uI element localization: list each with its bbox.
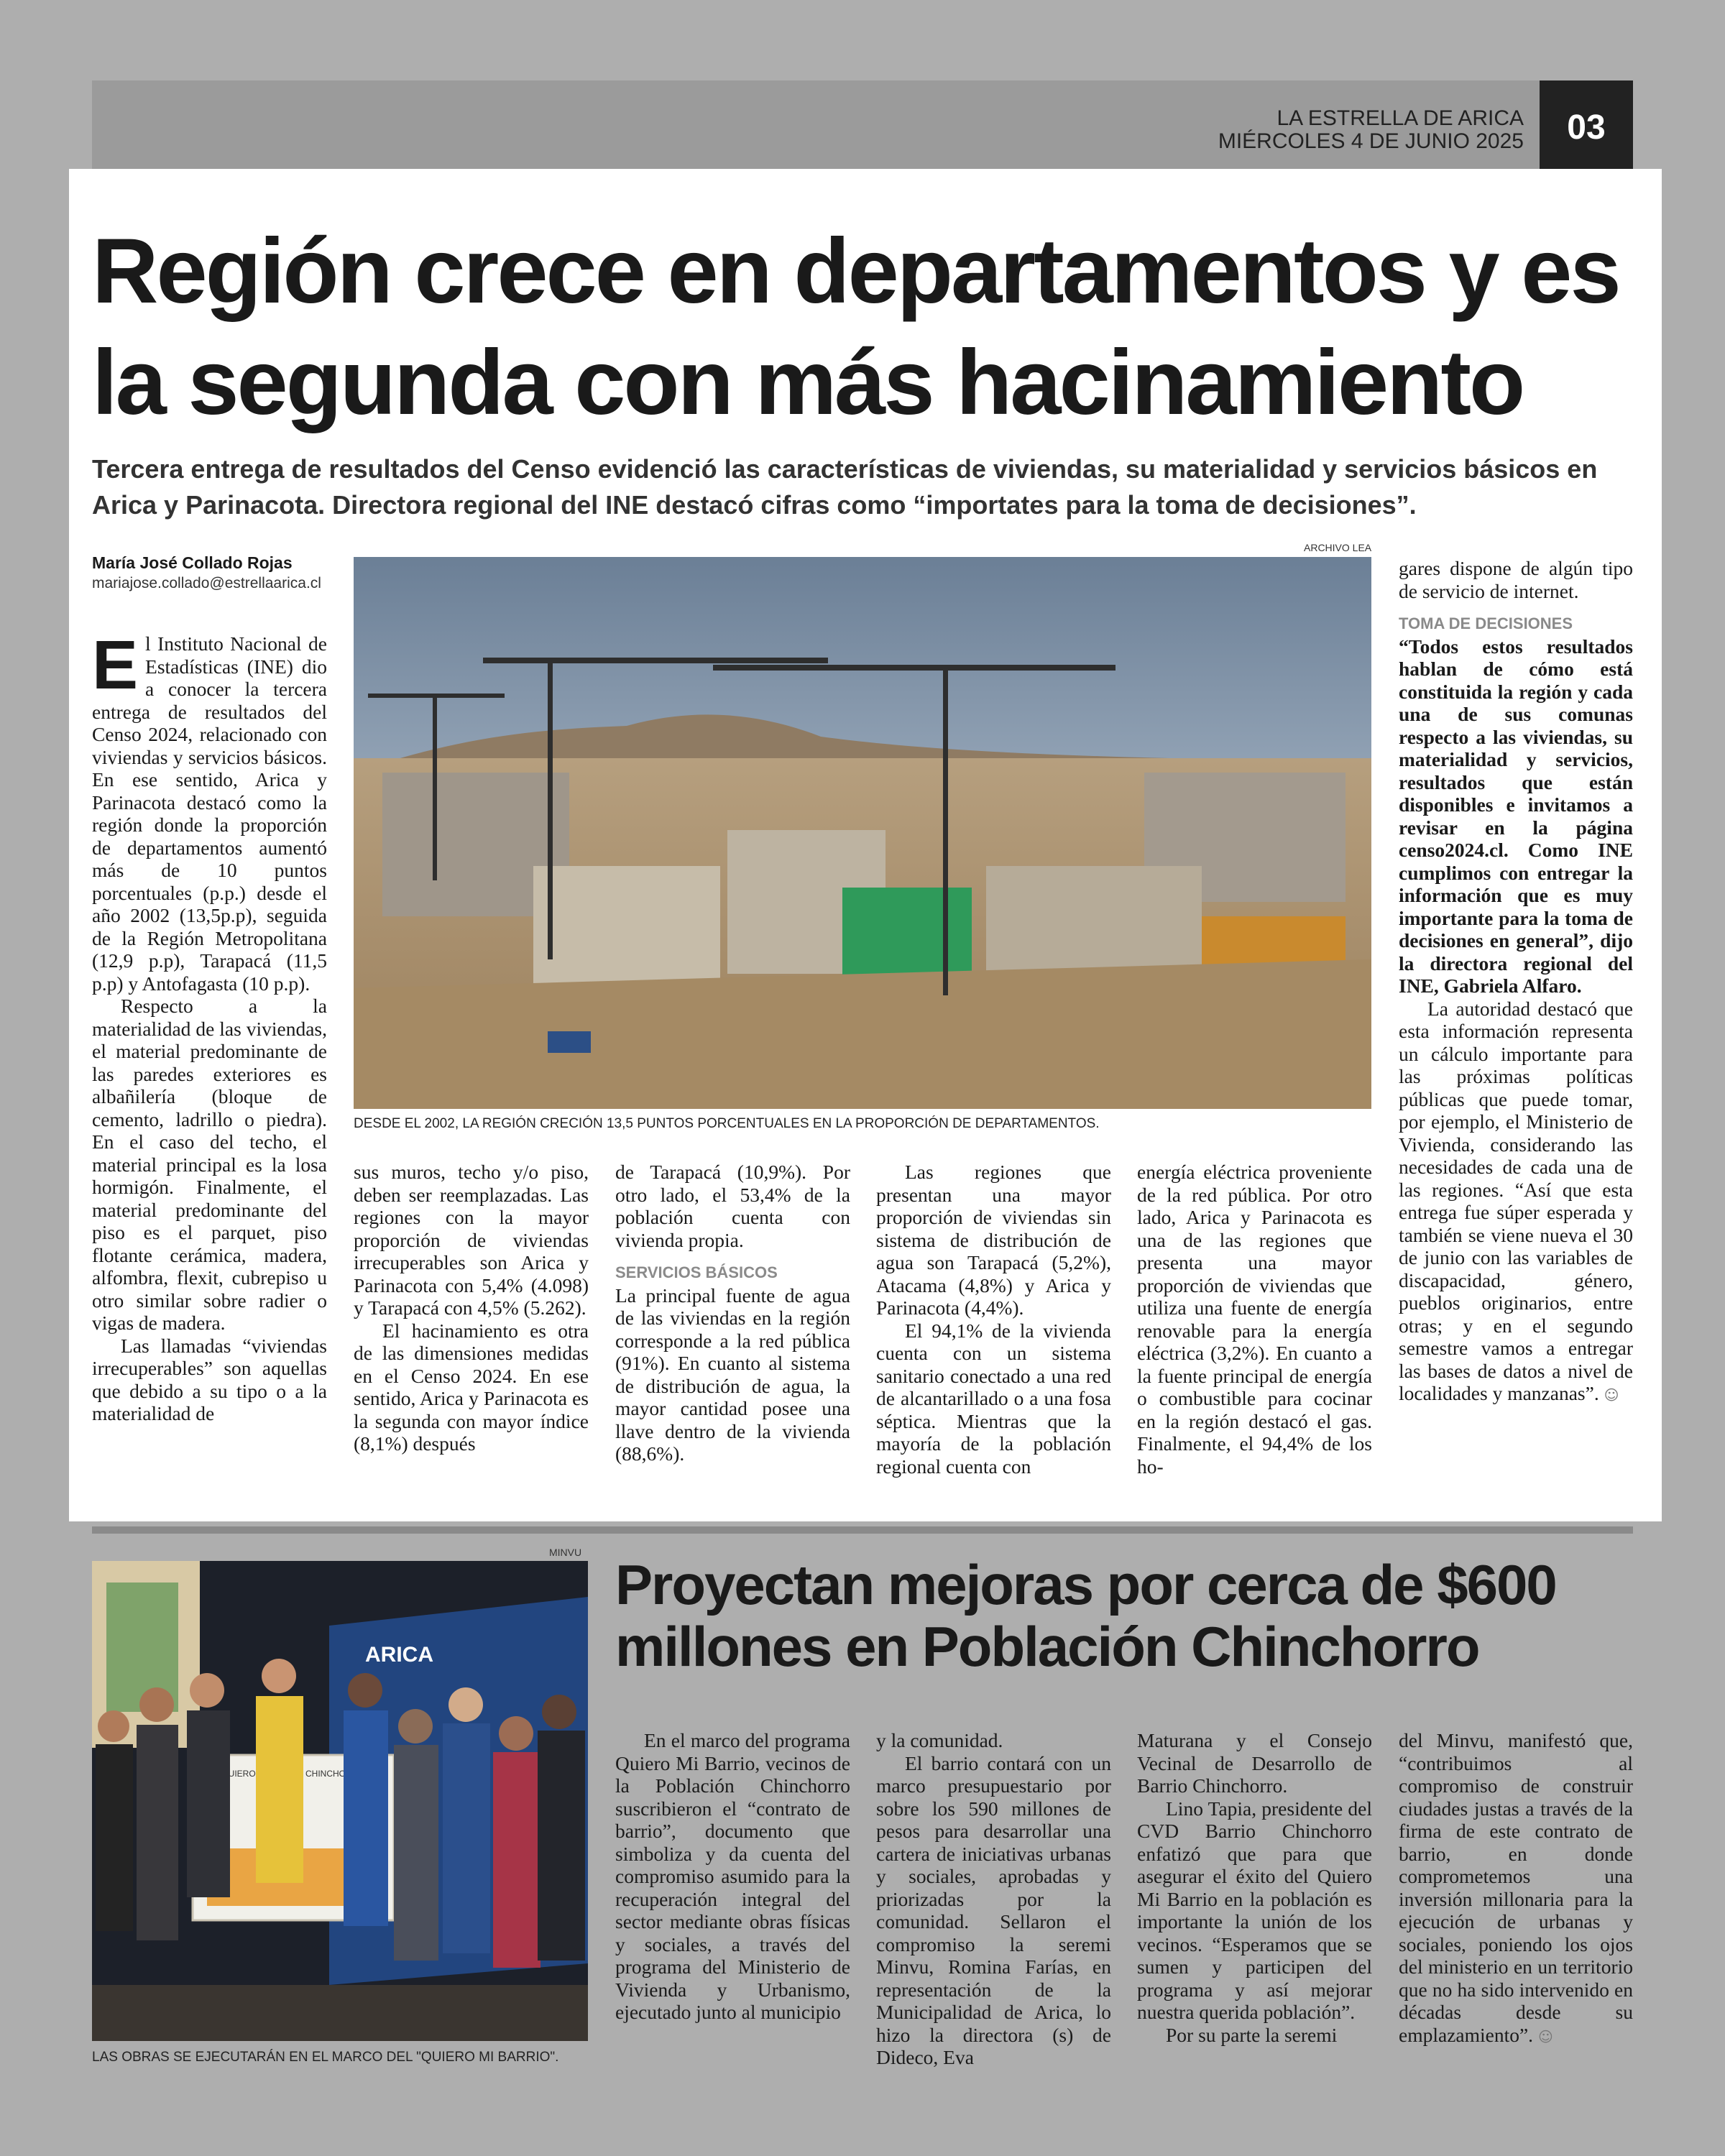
drop-cap: E [92,627,139,704]
paragraph: El 94,1% de la vivienda cuenta con un sistema sanitario conectado a una red de alcantarillado o a una fosa séptica. Mientras que la mayoría de la población regional cuenta con [876,1319,1111,1478]
main-column-1 [92,627,327,1425]
subheading-toma: TOMA DE DECISIONES [1399,614,1573,632]
main-headline: Región crece en departamentos y es la segunda con más hacinamiento [92,220,1619,434]
paragraph: Por su parte la seremi [1166,2023,1338,2046]
end-mark-icon: ☺ [1604,1386,1619,1404]
paragraph: sus muros, techo y/o piso, deben ser reemplazadas. Las regiones con la mayor proporción de viviendas irrecuperables son Arica y Parinacota con 5,4% (4.098) y Tarapacá con 4,5% (5.262). [354,1161,589,1319]
subheading-servicios: SERVICIOS BÁSICOS [615,1263,778,1281]
paragraph: En el marco del programa Quiero Mi Barrio, vecinos de la Población Chinchorro suscribieron el “contrato de barrio”, documento que simboliza y da cuenta del compromiso asumido para la recuperación integral del sector mediante obras físicas y sociales, a través del programa del Ministerio de Vivienda y Urbanismo, ejecutado junto al municipio [615,1729,850,2023]
second-photo-credit: MINVU [549,1547,582,1558]
paragraph: y la comunidad. [876,1729,1003,1751]
paragraph: Maturana y el Consejo Vecinal de Desarrollo de Barrio Chinchorro. [1137,1729,1372,1797]
page-number: 03 [1540,80,1633,174]
paragraph: Las llamadas “viviendas irrecuperables” son aquellas que debido a su tipo o a la materialidad de [92,1334,327,1424]
ceremony-photo [92,1561,588,2041]
photo-credit: ARCHIVO LEA [1304,542,1372,553]
paragraph: de Tarapacá (10,9%). Por otro lado, el 53,4% de la población cuenta con vivienda propia. [615,1161,850,1251]
paragraph: La principal fuente de agua de las viviendas en la región corresponde a la red pública (91%). En cuanto al sistema de distribución de agua, la mayor cantidad posee una llave dentro de la vivienda (88,6%). [615,1284,850,1465]
paragraph: gares dispone de algún tipo de servicio de internet. [1399,557,1633,602]
main-column-3 [615,1161,850,1465]
construction-photo [354,557,1371,1109]
banner-title: QUIERO CHINCHORRO [221,1769,365,1779]
main-column-2 [354,1161,589,1455]
second-column-3 [1137,1729,1372,2046]
paragraph: l Instituto Nacional de Estadísticas (INE) dio a conocer la tercera entrega de resultados del Censo 2024, relacionado con viviendas y servicios básicos. En ese sentido, Arica y Parinacota destacó como la región donde la proporción de departamentos aumentó más de 10 puntos porcentuales (p.p.) desde el año 2002 (13,5p.p), seguida de la Región Metropolitana (12,9 p.p), Tarapacá (11,5 p.p) y Antofagasta (10 p.p). [92,632,327,995]
main-column-4 [876,1161,1111,1478]
paragraph-text: del Minvu, manifestó que, “contribuimos al compromiso de construir ciudades justas a través de la firma de este contrato de barrio, en donde comprometemos una inversión millonaria para la ejecución de urbanas y sociales, poniendo los ojos del ministerio en un territorio que no ha sido intervenido en décadas desde su emplazamiento”. [1399,1729,1633,2046]
second-headline: Proyectan mejoras por cerca de $600 millones en Población Chinchorro [615,1553,1556,1678]
paragraph: El hacinamiento es otra de las dimensiones medidas en el Censo 2024. En ese sentido, Arica y Parinacota es la segunda con mayor índice (8,1%) después [354,1319,589,1455]
main-column-5 [1137,1161,1372,1478]
paragraph [1399,998,1633,1407]
backdrop-text: ARICA [365,1643,433,1667]
paragraph: Lino Tapia, presidente del CVD Barrio Chinchorro enfatizó que para que asegurar el éxito del Quiero Mi Barrio en la población es importante la unión de los vecinos. “Esperamos que se sumen y participen del programa y así mejorar nuestra querida población”. [1137,1797,1372,2023]
paragraph: El barrio contará con un marco presupuestario por sobre los 590 millones de pesos para desarrollar una cartera de iniciativas urbanas y sociales, aprobadas y priorizadas por la comunidad. Sellaron el compromiso la seremi Minvu, Romina Farías, en representación de la Municipalidad de Arica, lo hizo la directora (s) de Dideco, Eva [876,1751,1111,2068]
quote-paragraph: “Todos estos resultados hablan de cómo está constituida la región y cada una de sus comunas respecto a las viviendas, su materialidad y servicios, resultados que están disponibles e invitamos a revisar en la página censo2024.cl. Como INE cumplimos con entregar la información que es muy importante para la toma de decisiones en general”, dijo la directora regional del INE, Gabriela Alfaro. [1399,635,1633,997]
edition-date: MIÉRCOLES 4 DE JUNIO 2025 [1218,129,1524,153]
author-email: mariajose.collado@estrellaarica.cl [92,575,321,591]
paragraph: Respecto a la materialidad de las viviendas, el material predominante de las paredes exteriores es albañilería (bloque de cemento, ladrillo o piedra). En el caso del techo, el material principal es la losa hormigón. Finalmente, el material predominante del piso es el parquet, piso flotante cerámica, madera, alfombra, flexit, cubrepiso u otro similar sobre radier o vigas de madera. [92,995,327,1334]
second-column-4 [1399,1729,1633,2048]
newspaper-name: LA ESTRELLA DE ARICA [1276,106,1524,130]
paragraph-text: La autoridad destacó que esta información representa un cálculo importante para las próximas políticas públicas que puede tomar, por ejemplo, el Ministerio de Vivienda, considerando las necesidades de cada una de las regiones. “Así que esta entrega fue súper esperada y también se viene nueva el 30 de junio con las variables de discapacidad, género, pueblos originarios, entre otras; y en el segundo semestre vamos a entregar las bases de datos a nivel de localidades y manzanas”. [1399,997,1633,1404]
main-column-6 [1399,557,1633,1407]
end-mark-icon: ☺ [1537,2027,1553,2045]
paragraph: energía eléctrica proveniente de la red pública. Por otro lado, Arica y Parinacota es una de las regiones que presenta una mayor proporción de viviendas que utiliza una fuente de energía renovable para la energía eléctrica (3,2%). En cuanto a la fuente principal de energía o combustible para cocinar en la región destacó el gas. Finalmente, el 94,4% de los ho- [1137,1161,1372,1478]
author-name: María José Collado Rojas [92,553,293,572]
second-photo-caption: LAS OBRAS SE EJECUTARÁN EN EL MARCO DEL "QUIERO MI BARRIO". [92,2050,559,2065]
section-divider [92,1526,1633,1534]
main-photo-caption: DESDE EL 2002, LA REGIÓN CRECIÓN 13,5 PUNTOS PORCENTUALES EN LA PROPORCIÓN DE DEPARTAMENTOS. [354,1116,1100,1131]
second-column-2 [876,1729,1111,2069]
paragraph: Las regiones que presentan una mayor proporción de viviendas sin sistema de distribución de agua son Tarapacá (5,2%), Atacama (4,8%) y Arica y Parinacota (4,4%). [876,1161,1111,1319]
paragraph [1399,1729,1633,2048]
second-column-1 [615,1729,850,2024]
main-deck: Tercera entrega de resultados del Censo evidenció las características de viviendas, su materialidad y servicios básicos en Arica y Parinacota. Directora regional del INE destacó cifras como “importates para la toma de decisiones”. [92,454,1598,520]
